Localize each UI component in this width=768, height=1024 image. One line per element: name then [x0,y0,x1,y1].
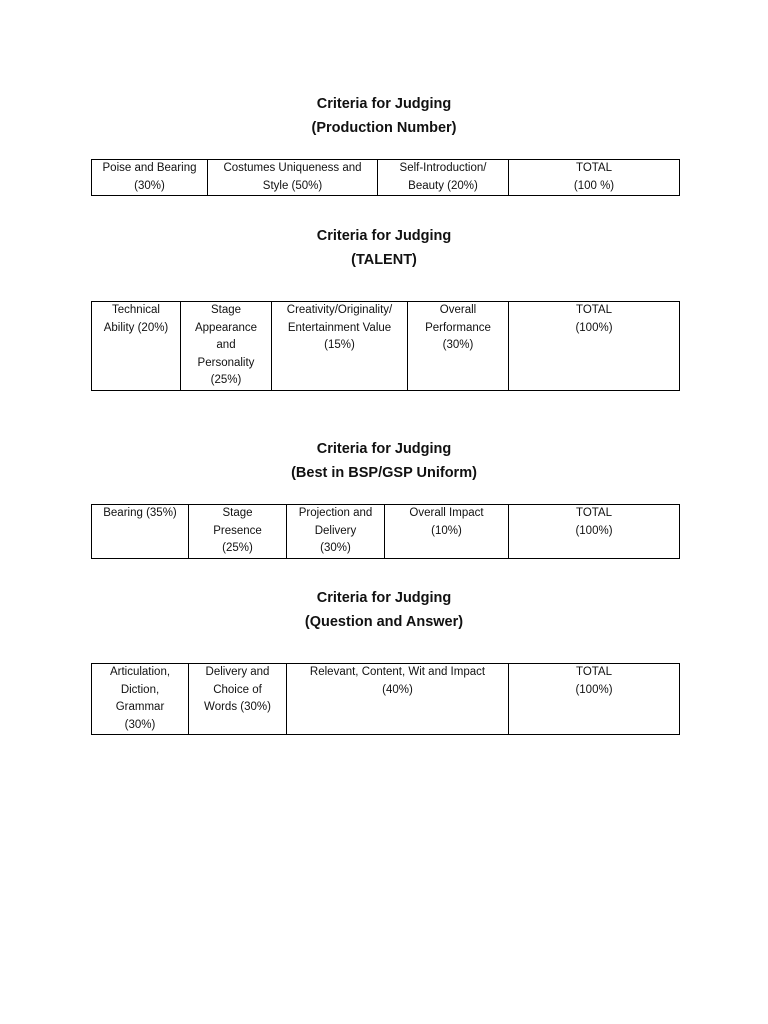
criterion-cell [92,505,189,559]
criterion-line: (30%) [134,179,165,192]
criterion-cell [92,664,189,735]
criterion-line: Delivery [314,524,357,537]
total-cell [509,505,680,559]
criterion-cell [287,505,385,559]
criterion-line: Overall [439,304,477,316]
criterion-line: (100%) [575,321,613,334]
table-row [92,302,680,391]
criterion-line: Poise and Bearing [102,162,197,174]
section-heading-talent [0,224,768,272]
criterion-line: Ability (20%) [103,321,169,334]
criterion-line: (100 %) [573,179,615,192]
criterion-line: (100%) [575,683,613,696]
table-row [92,664,680,735]
criterion-line: Words (30%) [204,701,271,713]
criterion-line: Stage [222,507,253,519]
section-heading-question-and-answer [0,586,768,634]
criterion-cell [92,302,181,391]
criteria-table-production-number [91,159,680,196]
criterion-line: (15%) [324,339,355,351]
criterion-line: Self-Introduction/ [399,162,487,174]
section-heading-uniform [0,437,768,485]
criterion-line: (25%) [222,542,253,554]
total-cell [509,664,680,735]
criterion-line: Beauty (20%) [408,179,478,192]
criterion-line: and [216,339,236,351]
criterion-line: (25%) [210,374,242,386]
criterion-line: (30%) [442,339,474,351]
criterion-line: Grammar [115,701,165,713]
criterion-line: Technical [112,304,160,316]
criterion-cell [378,160,509,196]
criterion-line: (30%) [320,542,351,554]
total-cell [509,302,680,391]
criterion-line: (10%) [431,524,462,537]
criterion-cell [181,302,272,391]
section-title: Criteria for Judging [316,441,452,457]
criterion-cell [287,664,509,735]
section-subtitle: (Best in BSP/GSP Uniform) [291,465,477,481]
criterion-line: Costumes Uniqueness and [223,162,362,174]
criteria-table-uniform [91,504,680,559]
criteria-table-question-and-answer [91,663,680,735]
criterion-line: Creativity/Originality/ [286,304,393,316]
total-cell [509,160,680,196]
criterion-line: Articulation, [109,666,171,678]
criterion-cell [272,302,408,391]
criterion-line: Projection and [298,507,373,519]
section-heading-production-number [0,92,768,140]
criterion-line: Entertainment Value [287,321,392,334]
criterion-line: (40%) [382,683,413,696]
criterion-line: TOTAL [576,507,612,519]
criterion-line: Bearing (35%) [103,507,177,519]
criterion-line: Overall Impact [409,507,484,519]
section-subtitle: (Production Number) [311,120,457,136]
criterion-cell [385,505,509,559]
section-title: Criteria for Judging [316,590,452,606]
criterion-line: Delivery and [205,666,270,678]
criterion-line: Stage [210,304,242,316]
section-subtitle: (Question and Answer) [304,614,464,630]
table-row [92,505,680,559]
criterion-cell [408,302,509,391]
criterion-line: Style (50%) [262,179,323,192]
criterion-line: Diction, [120,683,160,696]
criterion-cell [208,160,378,196]
criterion-cell [189,505,287,559]
criteria-table-talent [91,301,680,391]
section-subtitle: (TALENT) [351,252,417,268]
table-row [92,160,680,196]
criterion-line: Choice of [213,683,262,696]
criterion-line: Personality [197,356,255,369]
section-title: Criteria for Judging [316,228,452,244]
criterion-line: Presence [213,524,262,537]
criterion-line: TOTAL [576,666,612,678]
criterion-line: Relevant, Content, Wit and Impact [309,666,486,678]
criterion-line: TOTAL [576,162,612,174]
criterion-line: Performance [425,321,491,334]
criterion-line: TOTAL [576,304,612,316]
criterion-cell [92,160,208,196]
criterion-line: (100%) [575,524,613,537]
criterion-line: Appearance [194,321,258,334]
section-title: Criteria for Judging [316,96,452,112]
criterion-line: (30%) [124,718,156,731]
criterion-cell [189,664,287,735]
